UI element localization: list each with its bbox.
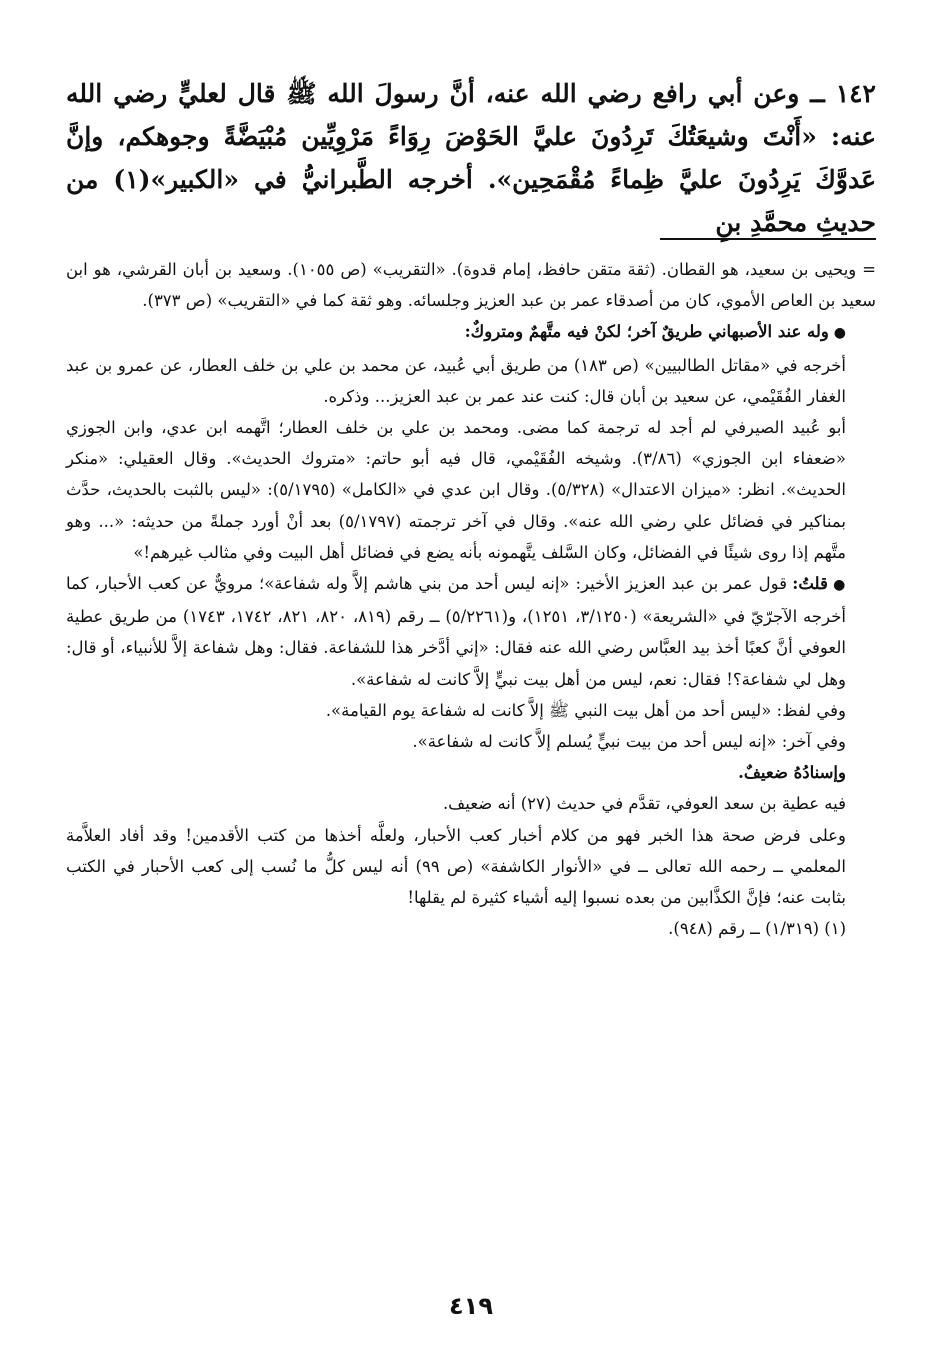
- page-number: ٤١٩: [449, 1292, 493, 1320]
- footnote-paragraph: فيه عطية بن سعد العوفي، تقدَّم في حديث (٢٧) أنه ضعيف.: [442, 794, 846, 814]
- footnote-paragraph: أبو عُبيد الصيرفي لم أجد له ترجمة كما مضى. ومحمد بن علي بن خلف العطار؛ اتَّهمه ابن عدي، وابن الجوزي «ضعفاء ابن الجوزي» (٣/٨٦). وشيخه الفُقَيْمي، قال فيه أبو حاتم: «متروك الحديث». وقال العقيلي: «منكر الحديث». انظر: «ميزان الاعتدال» (٥/٣٢٨). وقال ابن عدي في «الكامل» (٥/١٧٩٥): «ليس بالثبت بالحديث، حدَّث بمناكير في فضائل علي رضي الله عنه». وقال في آخر ترجمته (٥/١٧٩٧) بعد أنْ أورد جملةً من حديثه: «... وهو متَّهم إذا روى شيئًا في الفضائل، وكان السَّلف يتَّهمونه بأنه يضع في فضائل أهل البيت وفي مثالب غيرهم!»: [66, 418, 846, 562]
- qult-text: قول عمر بن عبد العزيز الأخير: «إنه ليس أحد من بني هاشم إلاَّ وله شفاعة»؛ مرويٌّ عن كعب الأحبار، كما أخرجه الآجرّيّ في «الشريعة» (٣/١٢٥٠، ١٢٥١)، و(٥/٢٢٦١) ــ رقم (٨١٩، ٨٢٠، ٨٢١، ١٧٤٢، ١٧٤٣) من طريق عطية العوفي أنَّ كعبًا أخذ بيد العبَّاس رضي الله عنه فقال: «إني أدَّخر هذا للشفاعة. فقال: وهل شفاعة إلاَّ للأنبياء، أو قال: وهل لي شفاعة؟! فقال: نعم، ليس من أهل بيت نبيٍّ إلاَّ كانت له شفاعة».: [66, 574, 846, 689]
- footnotes: [66, 254, 876, 944]
- footnote-reference: (١) (١/٣١٩) ــ رقم (٩٤٨).: [668, 919, 846, 939]
- footnote-continuation: = ويحيى بن سعيد، هو القطان. (ثقة متقن حافظ، إمام قدوة). «التقريب» (ص ١٠٥٥). وسعيد بن أبان القرشي، هو ابن سعيد بن العاص الأموي، كان من أصدقاء عمر بن عبد العزيز وجلسائه. وهو ثقة كما في «التقريب» (ص ٣٧٣).: [66, 260, 876, 311]
- qult-label: قلتُ:: [792, 574, 828, 594]
- footnote-qult-paragraph: [66, 568, 876, 695]
- footnote-paragraph: وعلى فرض صحة هذا الخبر فهو من كلام أخبار كعب الأحبار، ولعلَّه أخذها من كتب الأقدمين! وقد أفاد العلاَّمة المعلمي ــ رحمه الله تعالى ــ في «الأنوار الكاشفة» (ص ٩٩) أنه ليس كلُّ ما نُسب إلى كعب الأحبار في الكتب بثابت عنه؛ فإنَّ الكذَّابين من بعده نسبوا إليه أشياء كثيرة لم يقلها!: [66, 825, 846, 908]
- footnote-paragraph: وفي آخر: «إنه ليس أحد من بيت نبيٍّ يُسلم إلاَّ كانت له شفاعة».: [412, 732, 846, 752]
- footnote-paragraph: وفي لفظ: «ليس أحد من أهل بيت النبي ﷺ إلاَّ كانت له شفاعة يوم القيامة».: [325, 700, 846, 720]
- main-text: [66, 72, 876, 244]
- hadith-paragraph: ١٤٢ ــ وعن أبي رافع رضي الله عنه، أنَّ رسولَ الله ﷺ قال لعليٍّ رضي الله عنه: «أَنْتَ وشيعَتُكَ تَرِدُونَ عليَّ الحَوْضَ رِوَاءً مَرْوِيِّين مُبْيَضَّةً وجوهكم، وإنَّ عَدوَّكَ يَرِدُونَ عليَّ ظِماءً مُقْمَحِين». أخرجه الطَّبرانيُّ في «الكبير»(١) من حديثِ محمَّدِ بنِ: [66, 79, 876, 237]
- footnote-bullet-heading: ● وله عند الأصبهاني طريقٌ آخر؛ لكنْ فيه متَّهمٌ ومتروكٌ:: [66, 316, 876, 349]
- footnote-verdict: وإسنادُهُ ضعيفٌ.: [738, 763, 846, 783]
- footnote-separator: [660, 238, 876, 240]
- footnote-paragraph: أخرجه في «مقاتل الطالبيين» (ص ١٨٣) من طريق أبي عُبيد، عن محمد بن علي بن خلف العطار، عن عمرو بن عبد الغفار الفُقَيْمي، عن سعيد بن أبان قال: كنت عند عمر بن عبد العزيز... وذكره.: [66, 355, 847, 406]
